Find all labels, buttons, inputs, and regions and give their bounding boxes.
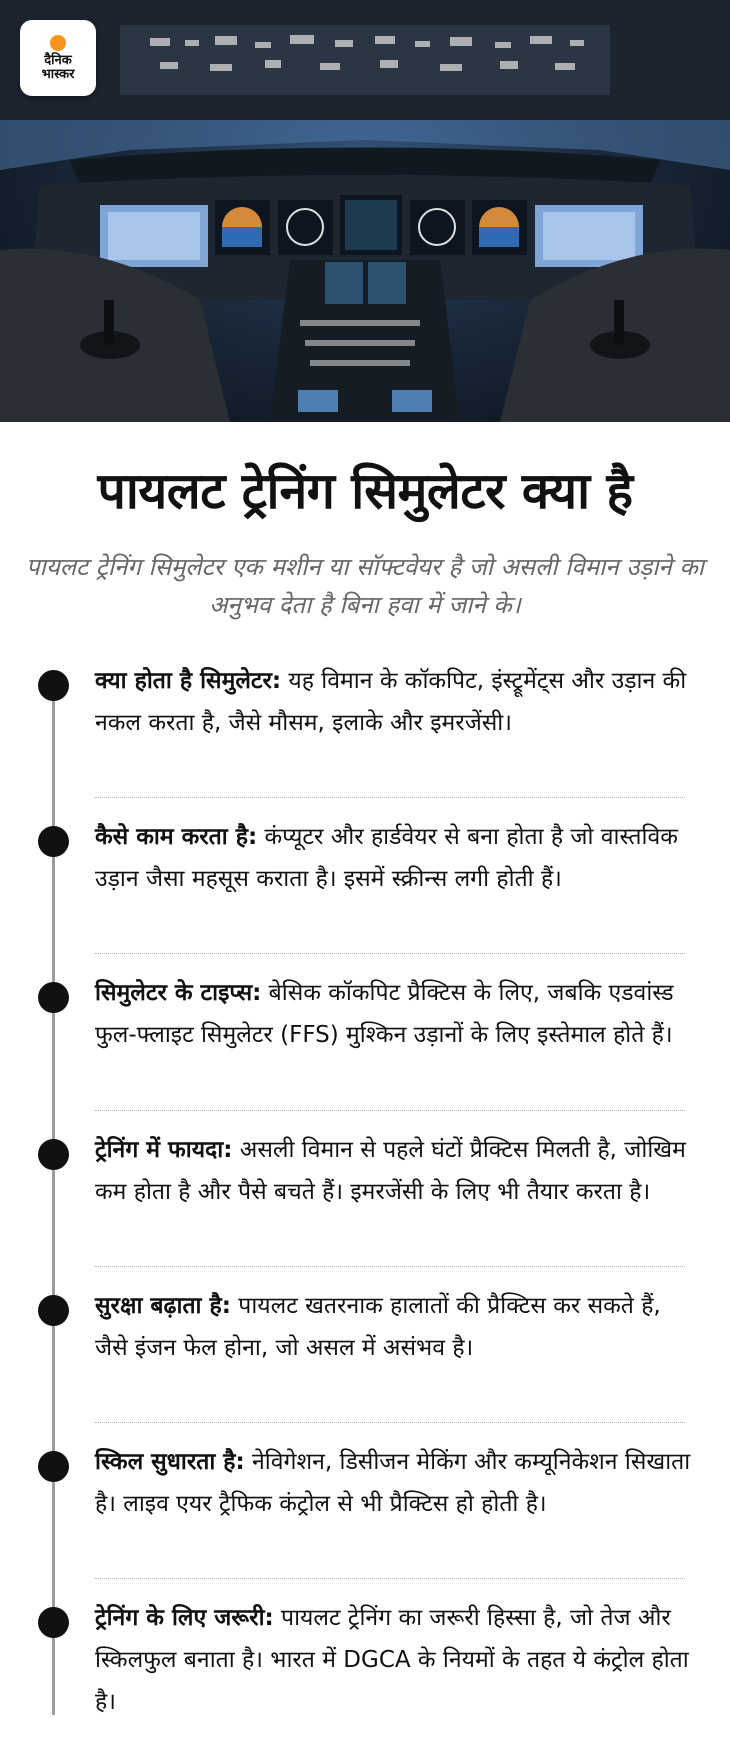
list-item-body: बेसिक कॉकपिट प्रैक्टिस के लिए, जबकि एडवांस्ड फुल-फ्लाइट सिमुलेटर (FFS) मुश्किन उड़ानों के लिए इस्तेमाल होते हैं। (95, 980, 674, 1048)
list-item-body: नेविगेशन, डिसीजन मेकिंग और कम्यूनिकेशन सिखाता है। लाइव एयर ट्रैफिक कंट्रोल से भी प्रैक्टिस हो होती है। (95, 1449, 691, 1517)
bullet-dot-icon (38, 1607, 69, 1638)
bullet-dot-icon (38, 826, 69, 857)
list-item-text (95, 1285, 695, 1369)
list-item-lead: स्किल सुधारता है: (95, 1449, 245, 1475)
divider (95, 1110, 685, 1111)
cockpit-hero-image (0, 0, 730, 422)
list-item-lead: ट्रेनिंग के लिए जरूरी: (95, 1605, 274, 1631)
divider (95, 1422, 685, 1423)
dainik-bhaskar-logo (20, 20, 96, 96)
divider (95, 953, 685, 954)
bullet-dot-icon (38, 670, 69, 701)
list-item-text (95, 660, 695, 744)
bullet-dot-icon (38, 1295, 69, 1326)
list-item-lead: कैसे काम करता है: (95, 824, 258, 850)
list-item-lead: सिमुलेटर के टाइप्स: (95, 980, 262, 1006)
list-item-text (95, 972, 695, 1056)
sun-dot-icon (50, 35, 66, 51)
bullet-dot-icon (38, 982, 69, 1013)
list-item-text (95, 1441, 695, 1525)
logo-line-2: भास्कर (41, 66, 75, 82)
divider (95, 797, 685, 798)
list-item-text (95, 816, 695, 900)
bullet-dot-icon (38, 1139, 69, 1170)
list-item-lead: ट्रेनिंग में फायदा: (95, 1137, 233, 1163)
logo-line-1: दैनिक (44, 52, 72, 68)
list-item-text (95, 1597, 695, 1723)
cockpit-illustration (0, 0, 730, 422)
list-item-body: यह विमान के कॉकपिट, इंस्ट्रूमेंट्स और उड़ान की नकल करता है, जैसे मौसम, इलाके और इमरजेंसी। (95, 668, 687, 736)
list-item-lead: क्या होता है सिमुलेटर: (95, 668, 282, 694)
list-item-body: पायलट खतरनाक हालातों की प्रैक्टिस कर सकते हैं, जैसे इंजन फेल होना, जो असल में असंभव है। (95, 1293, 661, 1361)
page-title: पायलट ट्रेनिंग सिमुलेटर क्या है (97, 462, 633, 520)
list-item-body: असली विमान से पहले घंटों प्रैक्टिस मिलती है, जोखिम कम होता है और पैसे बचते हैं। इमरजेंसी के लिए भी तैयार करता है। (95, 1137, 686, 1205)
divider (95, 1578, 685, 1579)
list-item-body: पायलट ट्रेनिंग का जरूरी हिस्सा है, जो तेज और स्किलफुल बनाता है। भारत में DGCA के नियमों के तहत ये कंट्रोल होता है। (95, 1605, 689, 1715)
page-subtitle: पायलट ट्रेनिंग सिमुलेटर एक मशीन या सॉफ्टवेयर है जो असली विमान उड़ाने का अनुभव देता है बिना हवा में जाने के। (25, 553, 705, 619)
list-item-lead: सुरक्षा बढ़ाता है: (95, 1293, 231, 1319)
divider (95, 1266, 685, 1267)
bullet-dot-icon (38, 1451, 69, 1482)
list-item-text (95, 1129, 695, 1213)
list-item-body: कंप्यूटर और हार्डवेयर से बना होता है जो वास्तविक उड़ान जैसा महसूस कराता है। इसमें स्क्रीन्स लगी होती हैं। (95, 824, 678, 892)
